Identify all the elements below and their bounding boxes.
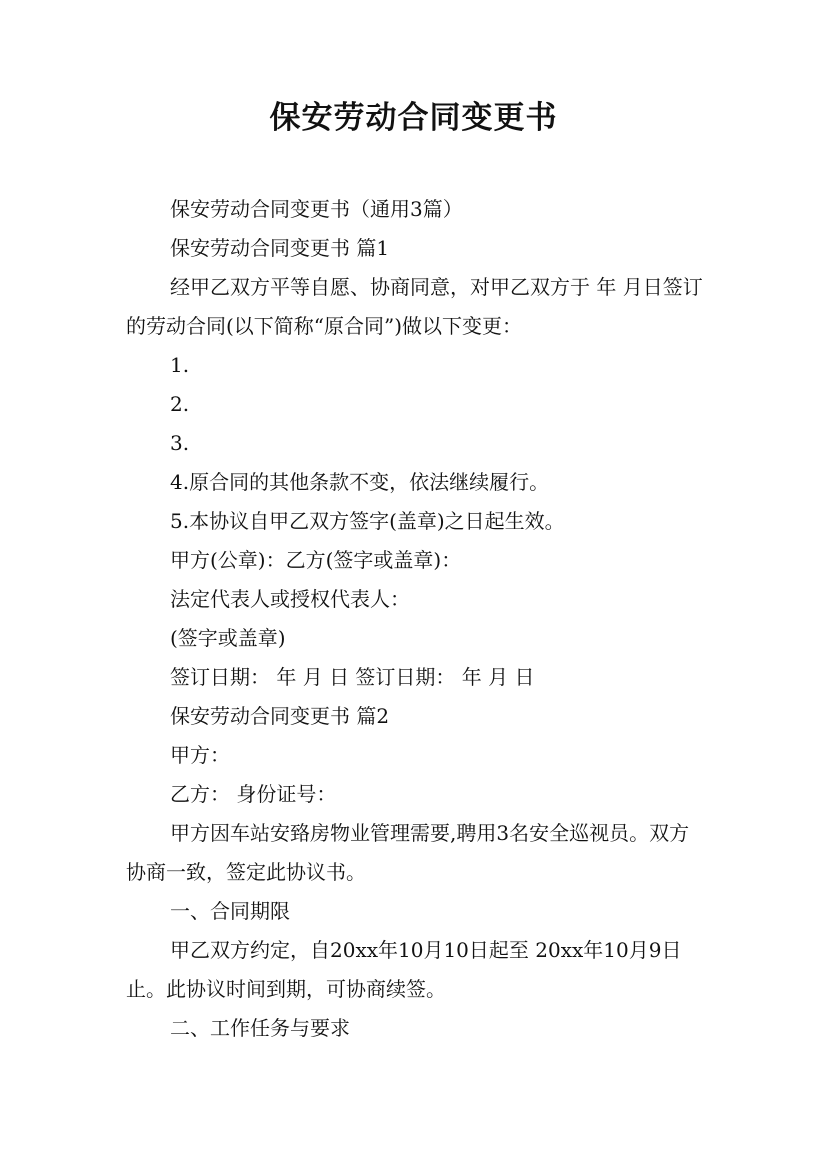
- work-requirements-heading: 二、工作任务与要求: [170, 1016, 350, 1040]
- paragraph-change-intro: 经甲乙双方平等自愿、协商同意，对甲乙双方于 年 月日签订的劳动合同(以下简称“原合同”)做以下变更：: [126, 275, 703, 338]
- subtitle-line: 保安劳动合同变更书（通用3篇）: [170, 197, 463, 221]
- signature-parties-line: 甲方(公章)：乙方(签字或盖章)：: [170, 548, 462, 572]
- list-item-5: 5.本协议自甲乙双方签字(盖章)之日起生效。: [170, 509, 565, 533]
- sign-or-seal-line: (签字或盖章): [170, 626, 286, 650]
- legal-representative-line: 法定代表人或授权代表人：: [170, 587, 410, 611]
- party-a-line: 甲方：: [170, 743, 230, 767]
- section-heading-2: 保安劳动合同变更书 篇2: [170, 704, 390, 728]
- list-item-1: 1.: [170, 353, 190, 377]
- document-title: 保安劳动合同变更书: [269, 100, 558, 136]
- contract-term-paragraph: 甲乙双方约定，自20xx年10月10日起至 20xx年10月9日止。此协议时间到期，可协商续签。: [126, 938, 682, 1001]
- list-item-3: 3.: [170, 431, 190, 455]
- contract-term-heading: 一、合同期限: [170, 899, 290, 923]
- signing-date-line: 签订日期： 年 月 日 签订日期： 年 月 日: [170, 665, 535, 689]
- document-body: [126, 190, 708, 1048]
- party-b-id-line: 乙方： 身份证号：: [170, 782, 337, 806]
- employment-paragraph: 甲方因车站安臵房物业管理需要,聘用3名安全巡视员。双方协商一致，签定此协议书。: [126, 821, 690, 884]
- list-item-4: 4.原合同的其他条款不变，依法继续履行。: [170, 470, 550, 494]
- list-item-2: 2.: [170, 392, 190, 416]
- section-heading-1: 保安劳动合同变更书 篇1: [170, 236, 390, 260]
